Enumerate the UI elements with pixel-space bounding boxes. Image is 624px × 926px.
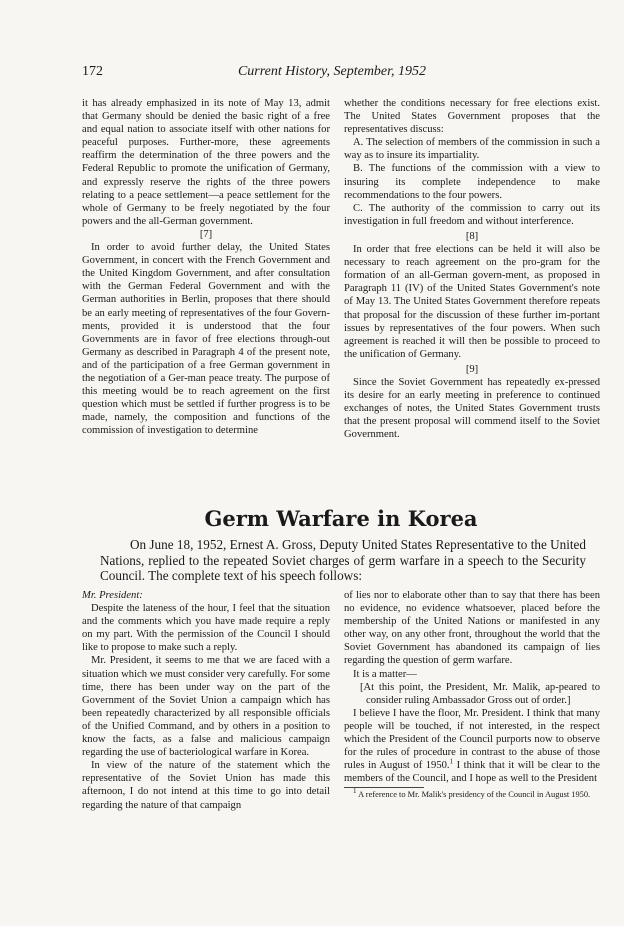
- page-number: 172: [82, 64, 103, 79]
- salutation: Mr. President:: [82, 590, 143, 601]
- section-number: [8]: [465, 230, 479, 242]
- paragraph: Since the Soviet Government has repeatedly ex-pressed its desire for an early meeting in preference to continued exchanges of notes, the United States Government trusts that the present proposal will commend itself to the Soviet Government.: [344, 376, 600, 441]
- paragraph-text: I believe I have the floor, Mr. President. I think that many people will be touched, if not interested, in the respect which the President of the Council purports now to observe for the rules of procedure in contrast to the abuse of those rules in August of 1950.: [344, 707, 600, 772]
- paragraph: of lies nor to elaborate other than to say that there has been no evidence, no evidence whatsoever, placed before the membership of the United Nations or manifested in any other way, on any other front, throughout the world that the Soviet Government has abandoned its campaign of lies regarding the question of germ warfare.: [344, 590, 600, 667]
- article-title: Germ Warfare in Korea: [204, 506, 478, 531]
- list-item: C. The authority of the commission to carry out its investigation in full freedom and without interference.: [344, 202, 600, 227]
- top-right-column: [344, 97, 600, 441]
- paragraph: In order that free elections can be held it will also be necessary to reach agreement on the pro-gram for the formation of an all-German govern-ment, as proposed in Paragraph 11 (IV) of the United States Government's note of May 13. The United States Government therefore repeats that proposal for the discussion of these further im-portant issues by representatives of the four powers. When such agreement is reached it will then be possible to proceed to the unification of Germany.: [344, 244, 600, 360]
- top-left-column: [82, 97, 330, 437]
- paragraph: whether the conditions necessary for free elections exist. The United States Government proposes that the representatives discuss:: [344, 98, 600, 136]
- paragraph: In view of the nature of the statement which the representative of the Soviet Union has made this afternoon, I do not intend at this time to go into detail regarding the nature of that campaign: [82, 760, 330, 811]
- list-item: A. The selection of members of the commission in such a way as to insure its impartiality.: [344, 137, 600, 162]
- paragraph: In order to avoid further delay, the United States Government, in concert with the French Government and the United Kingdom Government, and after consultation with the German Federal Government and with the German authorities in Berlin, proposes that there should be an early meeting of representatives of the four Govern-ments, provided it is understood that the four Governments are in favor of free elections through-out Germany as described in Paragraph 4 of the present note, and of the participation of a free German government in the negotiation of a Ger-man peace treaty. The purpose of this meeting would be to reach agreement on the first question which must be settled if further progress is to be made, namely, the composition and functions of the commission of investigation to determine: [82, 242, 330, 437]
- footnote: [344, 787, 600, 800]
- paragraph: it has already emphasized in its note of May 13, admit that Germany should be denied the basic right of a free and equal nation to associate itself with other nations for peaceful purposes. Further-more, these agreements reaffirm the determination of the three powers and the Federal Republic to promote the unification of Germany, and expressly reserve the rights of the three powers relating to a peace settlement—a peace settlement for the whole of Germany to be freely negotiated by the four powers and the all-German government.: [82, 98, 330, 227]
- bottom-left-column: [82, 589, 330, 812]
- bottom-right-column: [344, 589, 600, 800]
- footnote-reference: 1: [449, 757, 454, 766]
- section-number: [9]: [465, 363, 479, 375]
- list-item: B. The functions of the commission with a view to insuring its complete independence to make recommendations to the four powers.: [344, 163, 600, 201]
- section-number: [7]: [199, 228, 213, 240]
- paragraph: [344, 707, 600, 786]
- running-head: Current History, September, 1952: [237, 64, 427, 79]
- paragraph: Despite the lateness of the hour, I feel that the situation and the comments which you have made require a reply on my part. With the permission of the Council I should like to propose to make such a reply.: [82, 603, 330, 654]
- paragraph-text: I think that it will be clear to the members of the Council, and I hope as well to the President: [344, 760, 601, 785]
- footnote-marker: 1: [353, 787, 357, 796]
- paragraph: Mr. President, it seems to me that we are faced with a situation which we must consider very carefully. For some time, there has been under way on the part of the Government of the Soviet Union a campaign which has been repeatedly characterized by all responsible officials of the Unified Command, and by others in a position to know the facts, as a false and malicious campaign regarding the use of bacteriological warfare in Korea.: [82, 655, 330, 759]
- article-intro: [100, 537, 586, 584]
- paragraph: It is a matter—: [353, 668, 417, 680]
- bracketed-note: [At this point, the President, Mr. Malik, ap-peared to consider ruling Ambassador Gross out of order.]: [360, 681, 600, 706]
- footnote-text: A reference to Mr. Malik's presidency of the Council in August 1950.: [356, 790, 591, 800]
- page-header: [82, 64, 552, 84]
- intro-paragraph: On June 18, 1952, Ernest A. Gross, Deputy United States Representative to the United Nations, replied to the repeated Soviet charges of germ warfare in a speech to the Security Council. The complete text of his speech follows:: [100, 537, 586, 584]
